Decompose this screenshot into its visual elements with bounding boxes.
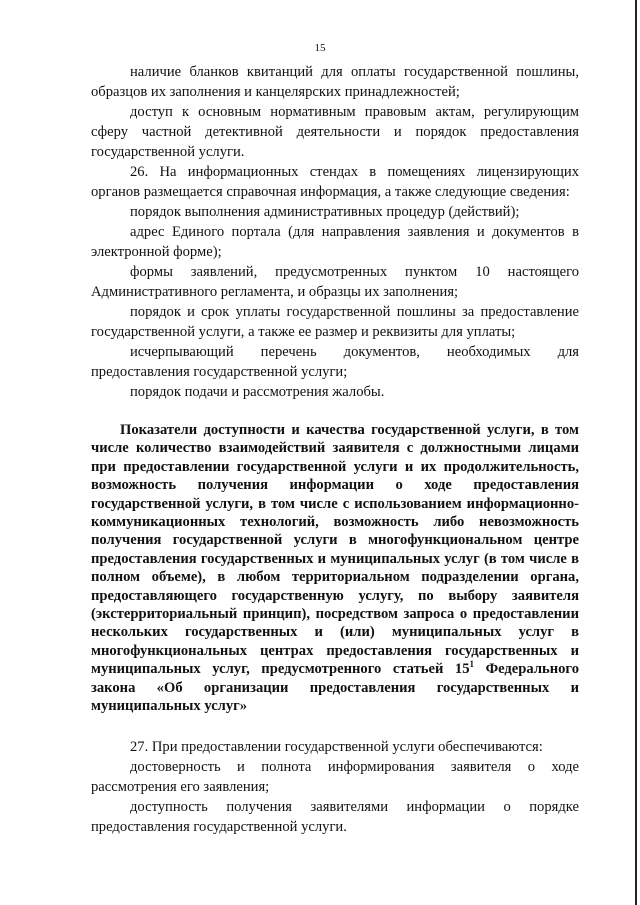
page-number: 15 bbox=[314, 42, 326, 54]
paragraph-complaints: порядок подачи и рассмотрения жалобы. bbox=[130, 384, 385, 400]
paragraph-27-provisions: 27. При предоставлении государственной услуги обеспечиваются: bbox=[130, 738, 543, 755]
paragraph-documents-list: исчерпывающий перечень документов, необходимых для предоставления государственной услуги; bbox=[91, 344, 579, 380]
paragraph-26-info-stands: 26. На информационных стендах в помещениях лицензирующих органов размещается справочная информация, а также следующие сведения: bbox=[91, 164, 579, 200]
heading-superscript: 1 bbox=[469, 659, 475, 670]
paragraph-portal-address: адрес Единого портала (для направления заявления и документов в электронной форме); bbox=[91, 224, 579, 260]
paragraph-blanks: наличие бланков квитанций для оплаты государственной пошлины, образцов их заполнения и канцелярских принадлежностей; bbox=[91, 64, 579, 100]
heading-text-end: Федерального закона «Об организации предоставления государственных и муниципальных услуг» bbox=[91, 661, 579, 715]
heading-text-main: Показатели доступности и качества государственной услуги, в том числе количество взаимодействий заявителя с должностными лицами при предоставлении государственной услуги и их продолжительность, возможность получения информации о ходе предоставления государственной услуги, в том числе с использованием информационно-коммуникационных технологий, возможность либо невозможность получения государственной услуги в многофункциональном центре предоставления государственных и муниципальных услуг (в том числе в полном объеме), в любом территориальном подразделении органа, предоставляющего государственную услугу, по выбору заявителя (экстерриториальный принцип), посредством запроса о предоставлении нескольких государственных и (или) муниципальных услуг в многофункциональных центрах предоставления государственных и муниципальных услуг, предусмотренного статьей 15 bbox=[91, 422, 579, 678]
paragraph-application-forms: формы заявлений, предусмотренных пунктом 10 настоящего Административного регламента, и образцы их заполнения; bbox=[91, 264, 579, 300]
page-edge-line bbox=[635, 0, 637, 905]
paragraph-reliability: достоверность и полнота информирования заявителя о ходе рассмотрения его заявления; bbox=[91, 758, 579, 795]
paragraph-state-fee: порядок и срок уплаты государственной пошлины за предоставление государственной услуги, а также ее размер и реквизиты для уплаты; bbox=[91, 304, 579, 340]
section-heading bbox=[91, 421, 579, 716]
paragraph-legal-acts-access: доступ к основным нормативным правовым актам, регулирующим сферу частной детективной деятельности и порядок предоставления государственной услуги. bbox=[91, 104, 579, 160]
paragraph-procedure-order: порядок выполнения административных процедур (действий); bbox=[130, 204, 520, 220]
document-body bbox=[91, 62, 579, 837]
paragraph-accessibility: доступность получения заявителями информации о порядке предоставления государственной услуги. bbox=[91, 798, 579, 835]
